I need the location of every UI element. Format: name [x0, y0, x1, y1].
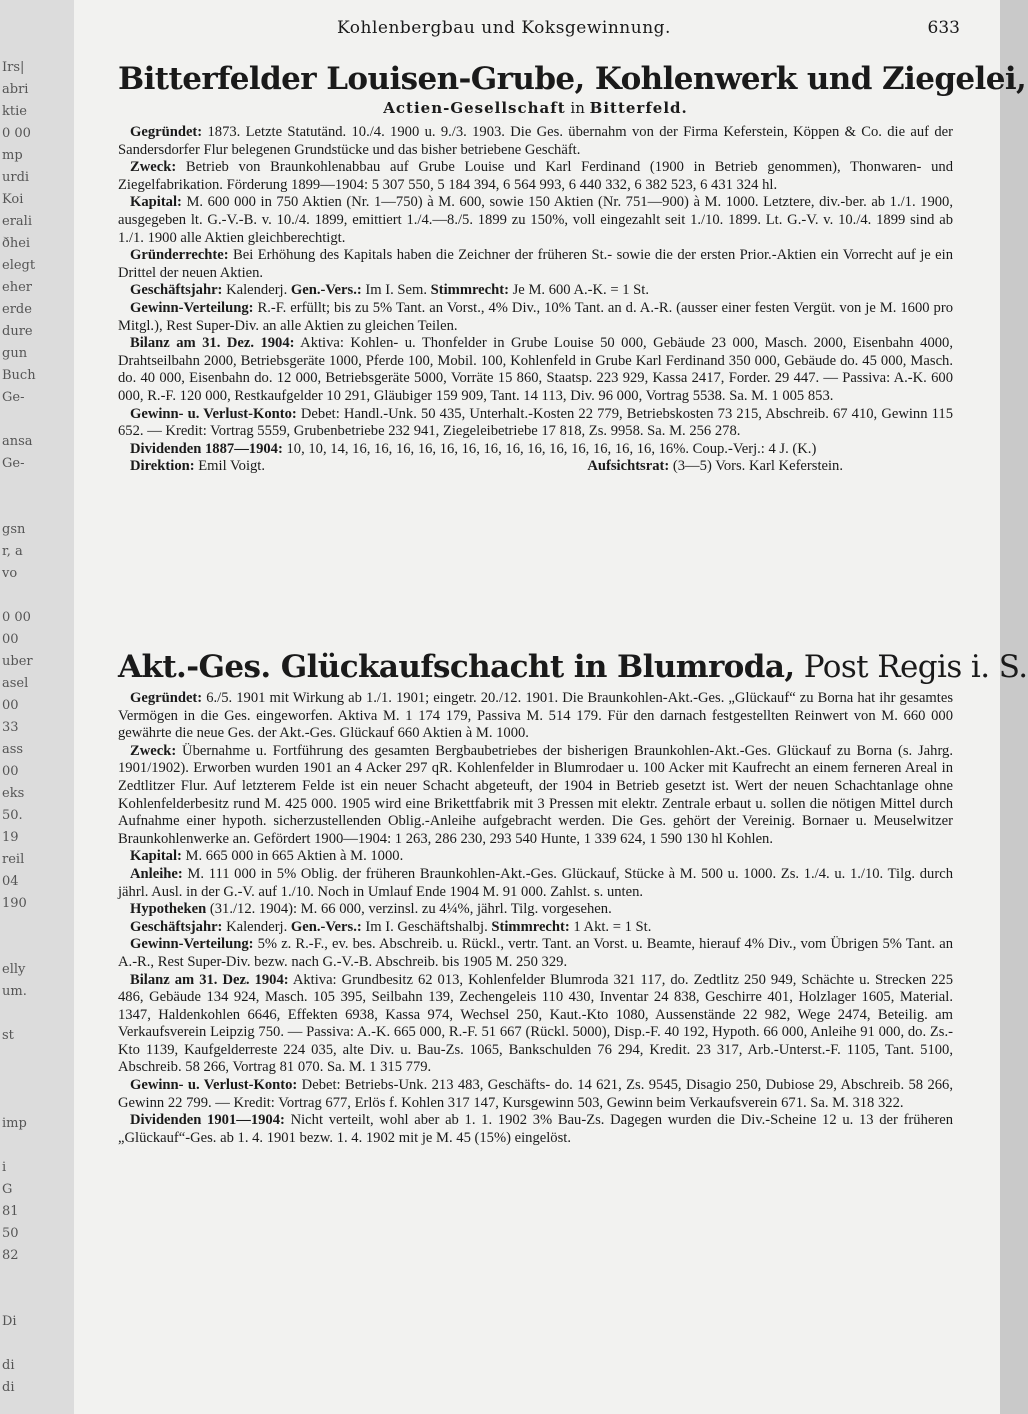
margin-fragment: imp — [2, 1116, 27, 1131]
margin-fragment: 00 — [2, 632, 19, 647]
subtitle-connector: in — [565, 99, 590, 117]
section-text: 6./5. 1901 mit Wirkung ab 1./1. 1901; eingetr. 20./12. 1901. Die Braunkohlen-Akt.-Ges. „Glückauf“ zu Borna hat ihr gesamtes Vermögen in die Ges. eingeworfen. Aktiva M. 1 174 179, Passiva M. 514 179. Für den darnach festgestellten Reinwert von M. 660 000 gewährte die neue Ges. der Akt.-Ges. Glückauf 660 Aktien à M. 1000. — [118, 690, 953, 742]
section-text: Übernahme u. Fortführung des gesamten Bergbaubetriebes der bisherigen Braunkohlen-Akt.-Ges. Glückauf zu Borna (s. Jahrg. 1901/1902). Erworben wurden 1901 an 4 Acker 297 qR. Kohlenfelder in Blumrodaer u. 100 Acker mit Kaufrecht an einem ferneren Areal in Zedtlitzer Flur. Auf letzterem Felde ist ein neuer Schacht abgeteuft, der 1904 in Betrieb gesetzt ist. Wert der neuen Schachtanlage ohne Kohlenfelderbesitz rund M. 425 000. 1905 wird eine Brikettfabrik mit 3 Pressen mit elektr. Zentrale erbaut u. sollen die nötigen Mittel durch Aufnahme einer hypoth. sicherzustellenden Oblig.-Anleihe aufgebracht werden. Die Ges. gehört der Vereinig. Bornaer u. Meuselwitzer Braunkohlenwerke an. Gefördert 1900—1904: 1 263, 286 230, 293 540 Hunte, 1 339 624, 1 590 130 hl Kohlen. — [118, 742, 953, 847]
margin-fragment: abri — [2, 82, 29, 97]
margin-fragment: st — [2, 1028, 14, 1043]
section-dividenden — [118, 1112, 953, 1147]
section-dividenden — [118, 441, 953, 459]
margin-fragment: gsn — [2, 522, 26, 537]
margin-fragment: Ge- — [2, 390, 25, 405]
margin-fragment: Di — [2, 1314, 17, 1329]
margin-fragment: Buch — [2, 368, 36, 383]
section-label: Hypotheken — [130, 901, 207, 918]
section-text: M. 111 000 in 5% Oblig. der früheren Braunkohlen-Akt.-Ges. Glückauf, Stücke à M. 500 u. 1000. Zs. 1./4. u. 1./10. Tilg. durch jährl. Ausl. in der G.-V. auf 1./10. Noch in Umlauf Ende 1904 M. 91 000. Zahlst. s. unten. — [118, 865, 953, 900]
section-text: M. 665 000 in 665 Aktien à M. 1000. — [181, 848, 404, 865]
section-label: Geschäftsjahr: — [130, 282, 223, 299]
section-gruenderrechte — [118, 247, 953, 282]
margin-fragment: asel — [2, 676, 29, 691]
gen-vers-text: Im I. Geschäftshalbj. — [361, 918, 492, 935]
margin-fragment: erde — [2, 302, 32, 317]
margin-fragment: 33 — [2, 720, 19, 735]
margin-fragment: eks — [2, 786, 25, 801]
margin-fragment: mp — [2, 148, 23, 163]
section-text: Kalenderj. — [222, 918, 291, 935]
margin-fragment: 190 — [2, 896, 27, 911]
section-gegruendet — [118, 690, 953, 743]
direktion-text: Emil Voigt. — [194, 458, 266, 475]
section-label: Gründerrechte: — [130, 247, 229, 264]
gen-vers-text: Im I. Sem. — [361, 282, 431, 299]
section-text: Aktiva: Kohlen- u. Thonfelder in Grube Louise 50 000, Gebäude 23 000, Masch. 2000, Eisenbahn 4000, Drahtseilbahn 2000, Betriebsgeräte 1000, Pferde 100, Mobil. 100, Kohlenfeld in Grube Karl Ferdinand 350 000, Gebäude do. 45 000, Masch. do. 40 000, Eisenbahn do. 12 000, Betriebsgeräte 5000, Vorräte 15 860, Staatsp. 223 929, Kassa 2417, Forder. 29 447. — Passiva: A.-K. 600 000, R.-F. 120 000, Restkaufgelder 10 291, Gläubiger 159 909, Tant. 14 113, Div. 96 000, Vortrag 5538. Sa. M. 1 005 853. — [118, 335, 953, 404]
margin-fragment: 19 — [2, 830, 19, 845]
section-label: Bilanz am 31. Dez. 1904: — [130, 335, 295, 352]
margin-fragment: 0 00 — [2, 610, 31, 625]
section-label: Zweck: — [130, 159, 177, 176]
facing-page-margin — [0, 0, 75, 1414]
section-text: (31./12. 1904): M. 66 000, verzinsl. zu 4¼%, jährl. Tilg. vorgesehen. — [206, 901, 612, 918]
margin-fragment: um. — [2, 984, 27, 999]
gen-vers-label: Gen.-Vers.: — [290, 918, 362, 935]
section-text: Aktiva: Grundbesitz 62 013, Kohlenfelder Blumroda 321 117, do. Zedtlitz 250 949, Schächte u. Strecken 225 486, Gebäude 134 924, Masch. 105 395, Seilbahn 139, Zechengeleis 110 430, Inventar 24 838, Geschirre 401, Holzlager 1605, Material. 1347, Haldenkohlen 6646, Effekten 6938, Kassa 974, Wechsel 250, Kaut.-Kto 1080, Aussenstände 22 982, Wege 2474, Beteilig. am Verkaufsverein Leipzig 750. — Passiva: A.-K. 665 000, R.-F. 51 667 (Rückl. 5000), Disp.-F. 40 192, Hypoth. 66 000, Anleihe 91 000, do. Zs.-Kto 1139, Kaufgelderreste 224 035, alte Div. u. Bau-Zs. 1065, Bankschulden 76 294, Kredit. 23 317, Arb.-Unterst.-F. 1105, Tant. 5100, Abschreib. 58 266, Vortrag 81 070. Sa. M. 1 315 779. — [118, 971, 953, 1076]
company-type: Actien-Gesellschaft — [383, 99, 566, 117]
section-text: Debet: Betriebs-Unk. 213 483, Geschäfts- do. 14 621, Zs. 9545, Disagio 250, Dubiose 29, Abschreib. 58 266, Gewinn 22 799. — Kredit: Vortrag 677, Erlös f. Kohlen 317 147, Kursgewinn 503, Gewinn beim Verkaufsverein 671. Sa. M. 318 322. — [118, 1077, 953, 1111]
section-text: Bei Erhöhung des Kapitals haben die Zeichner der früheren St.- sowie die der ersten Prior.-Aktien ein Vorrecht auf je ein Drittel der neuen Aktien. — [118, 247, 953, 281]
direktion — [130, 458, 265, 476]
section-gewinn-verteilung — [118, 300, 953, 335]
section-label: Gegründet: — [130, 124, 203, 140]
aufsichtsrat-text: (3—5) Vors. Karl Keferstein. — [669, 458, 843, 475]
stimmrecht-text: Je M. 600 A.-K. = 1 St. — [508, 282, 649, 299]
margin-fragment: gun — [2, 346, 28, 361]
section-geschaeftsjahr — [118, 282, 953, 300]
margin-fragment: 04 — [2, 874, 19, 889]
section-text: 10, 10, 14, 16, 16, 16, 16, 16, 16, 16, 16, 16, 16, 16, 16, 16, 16, 16%. Coup.-Verj.: 4 J. (K.) — [282, 440, 817, 457]
section-label: Bilanz am 31. Dez. 1904: — [130, 971, 289, 988]
section-text: M. 600 000 in 750 Aktien (Nr. 1—750) à M. 600, sowie 150 Aktien (Nr. 751—900) à M. 1000. Letztere, div.-ber. ab 1./1. 1900, ausgegeben lt. G.-V.-B. v. 10./4. 1899, emittiert 1./4.—8./5. 1899 zu 150%, voll eingezahlt seit 1./10. 1899. Lt. G.-V. v. 10./4. 1899 sind ab 1./1. 1900 alle Aktien gleichberechtigt. — [118, 194, 953, 246]
margin-fragment: eher — [2, 280, 32, 295]
margin-fragment: Koi — [2, 192, 24, 207]
aufsichtsrat-label: Aufsichtsrat: — [587, 458, 670, 475]
margin-fragment: 0 00 — [2, 126, 31, 141]
margin-fragment: 00 — [2, 698, 19, 713]
company-seat: Bitterfeld. — [589, 99, 688, 117]
section-label: Kapital: — [130, 848, 182, 865]
margin-fragment: 81 — [2, 1204, 19, 1219]
management-row — [118, 458, 953, 476]
section-hypotheken — [118, 901, 953, 919]
section-gegruendet — [118, 124, 953, 159]
article-bitterfelder — [118, 60, 1027, 476]
margin-fragment: elegt — [2, 258, 36, 273]
section-bilanz — [118, 335, 953, 405]
margin-fragment: r, a — [2, 544, 23, 559]
margin-fragment: uber — [2, 654, 33, 669]
section-label: Dividenden 1901—1904: — [130, 1112, 285, 1129]
article-title: Bitterfelder Louisen-Grube, Kohlenwerk und Ziegelei, — [118, 61, 1027, 97]
section-gewinn-verteilung — [118, 936, 953, 971]
section-label: Dividenden 1887—1904: — [130, 440, 283, 457]
margin-fragment: 50. — [2, 808, 23, 823]
article-title-main: Akt.-Ges. Glückaufschacht in Blumroda, — [118, 649, 795, 685]
gen-vers-label: Gen.-Vers.: — [290, 282, 362, 299]
section-zweck — [118, 743, 953, 849]
margin-fragment: ansa — [2, 434, 33, 449]
section-label: Gewinn-Verteilung: — [130, 299, 254, 316]
article-title — [118, 648, 1028, 686]
margin-fragment: 82 — [2, 1248, 19, 1263]
margin-fragment: di — [2, 1358, 15, 1373]
section-label: Gewinn- u. Verlust-Konto: — [130, 1077, 298, 1094]
margin-fragment: 00 — [2, 764, 19, 779]
book-page — [74, 0, 1028, 1414]
page-number: 633 — [927, 18, 960, 38]
margin-fragment: Irs| — [2, 60, 25, 75]
margin-fragment: Ge- — [2, 456, 25, 471]
section-text: 1873. Letzte Statutänd. 10./4. 1900 u. 9./3. 1903. Die Ges. übernahm von der Firma Keferstein, Köppen & Co. die auf der Sandersdorfer Flur belegenen Grundstücke und das bisher betriebene Geschäft. — [118, 124, 953, 158]
margin-fragment: G — [2, 1182, 13, 1197]
margin-fragment: ass — [2, 742, 24, 757]
section-gewinn-verlust — [118, 1077, 953, 1112]
margin-fragment: elly — [2, 962, 26, 977]
article-title-suffix: Post Regis i. S. — [794, 649, 1028, 685]
section-kapital — [118, 194, 953, 247]
direktion-label: Direktion: — [130, 458, 195, 475]
article-subtitle — [118, 98, 953, 118]
section-label: Zweck: — [130, 742, 177, 759]
margin-fragment: i — [2, 1160, 7, 1175]
margin-fragment: ktie — [2, 104, 27, 119]
section-label: Geschäftsjahr: — [130, 918, 223, 935]
article-glueckaufschacht — [118, 648, 1028, 1147]
aufsichtsrat — [587, 458, 843, 476]
section-text: Nicht verteilt, wohl aber ab 1. 1. 1902 3% Bau-Zs. Dagegen wurden die Div.-Scheine 12 u. 13 der früheren „Glückauf“-Ges. ab 1. 4. 1901 bezw. 1. 4. 1902 mit je M. 45 (15%) eingelöst. — [118, 1112, 954, 1146]
section-label: Kapital: — [130, 194, 182, 211]
margin-fragment: urdi — [2, 170, 30, 185]
section-zweck — [118, 159, 953, 194]
section-anleihe — [118, 866, 953, 901]
section-text: 5% z. R.-F., ev. bes. Abschreib. u. Rückl., vertr. Tant. an Vorst. u. Beamte, hierauf 4% Div., vom Übrigen 5% Tant. an A.-R., Rest Super-Div. bezw. nach G.-V.-B. Abschreib. bis 1905 M. 250 329. — [118, 936, 953, 970]
stimmrecht-label: Stimmrecht: — [430, 282, 509, 299]
margin-fragment: reil — [2, 852, 25, 867]
section-label: Gewinn-Verteilung: — [130, 936, 254, 953]
section-label: Anleihe: — [130, 865, 183, 882]
margin-fragment: 50 — [2, 1226, 19, 1241]
running-head: Kohlenbergbau und Koksgewinnung. — [337, 18, 671, 38]
section-text: Kalenderj. — [222, 282, 291, 299]
section-label: Gegründet: — [130, 690, 203, 706]
margin-fragment: di — [2, 1380, 15, 1395]
section-gewinn-verlust — [118, 406, 953, 441]
section-text: Debet: Handl.-Unk. 50 435, Unterhalt.-Kosten 22 779, Betriebskosten 73 215, Abschreib. 67 410, Gewinn 115 652. — Kredit: Vortrag 5559, Grubenbetriebe 232 941, Ziegeleibetriebe 17 818, Zs. 9958. Sa. M. 256 278. — [118, 405, 953, 440]
section-bilanz — [118, 972, 953, 1078]
section-kapital — [118, 848, 953, 866]
margin-fragment: vo — [2, 566, 18, 581]
margin-fragment: dure — [2, 324, 33, 339]
stimmrecht-label: Stimmrecht: — [491, 918, 570, 935]
margin-fragment: erali — [2, 214, 32, 229]
section-label: Gewinn- u. Verlust-Konto: — [130, 405, 297, 422]
section-text: R.-F. erfüllt; bis zu 5% Tant. an Vorst., 4% Div., 10% Tant. an d. A.-R. (ausser einer festen Vergüt. von je M. 1600 pro Mitgl.), Rest Super-Div. an alle Aktien zu gleichen Teilen. — [118, 299, 953, 334]
section-geschaeftsjahr — [118, 919, 953, 937]
section-text: Betrieb von Braunkohlenabbau auf Grube Louise und Karl Ferdinand (1900 in Betrieb genommen), Thonwaren- und Ziegelfabrikation. Förderung 1899—1904: 5 307 550, 5 184 394, 6 564 993, 6 440 332, 6 382 523, 6 431 324 hl. — [118, 159, 953, 193]
stimmrecht-text: 1 Akt. = 1 St. — [569, 918, 652, 935]
margin-fragment: ðhei — [2, 236, 31, 251]
